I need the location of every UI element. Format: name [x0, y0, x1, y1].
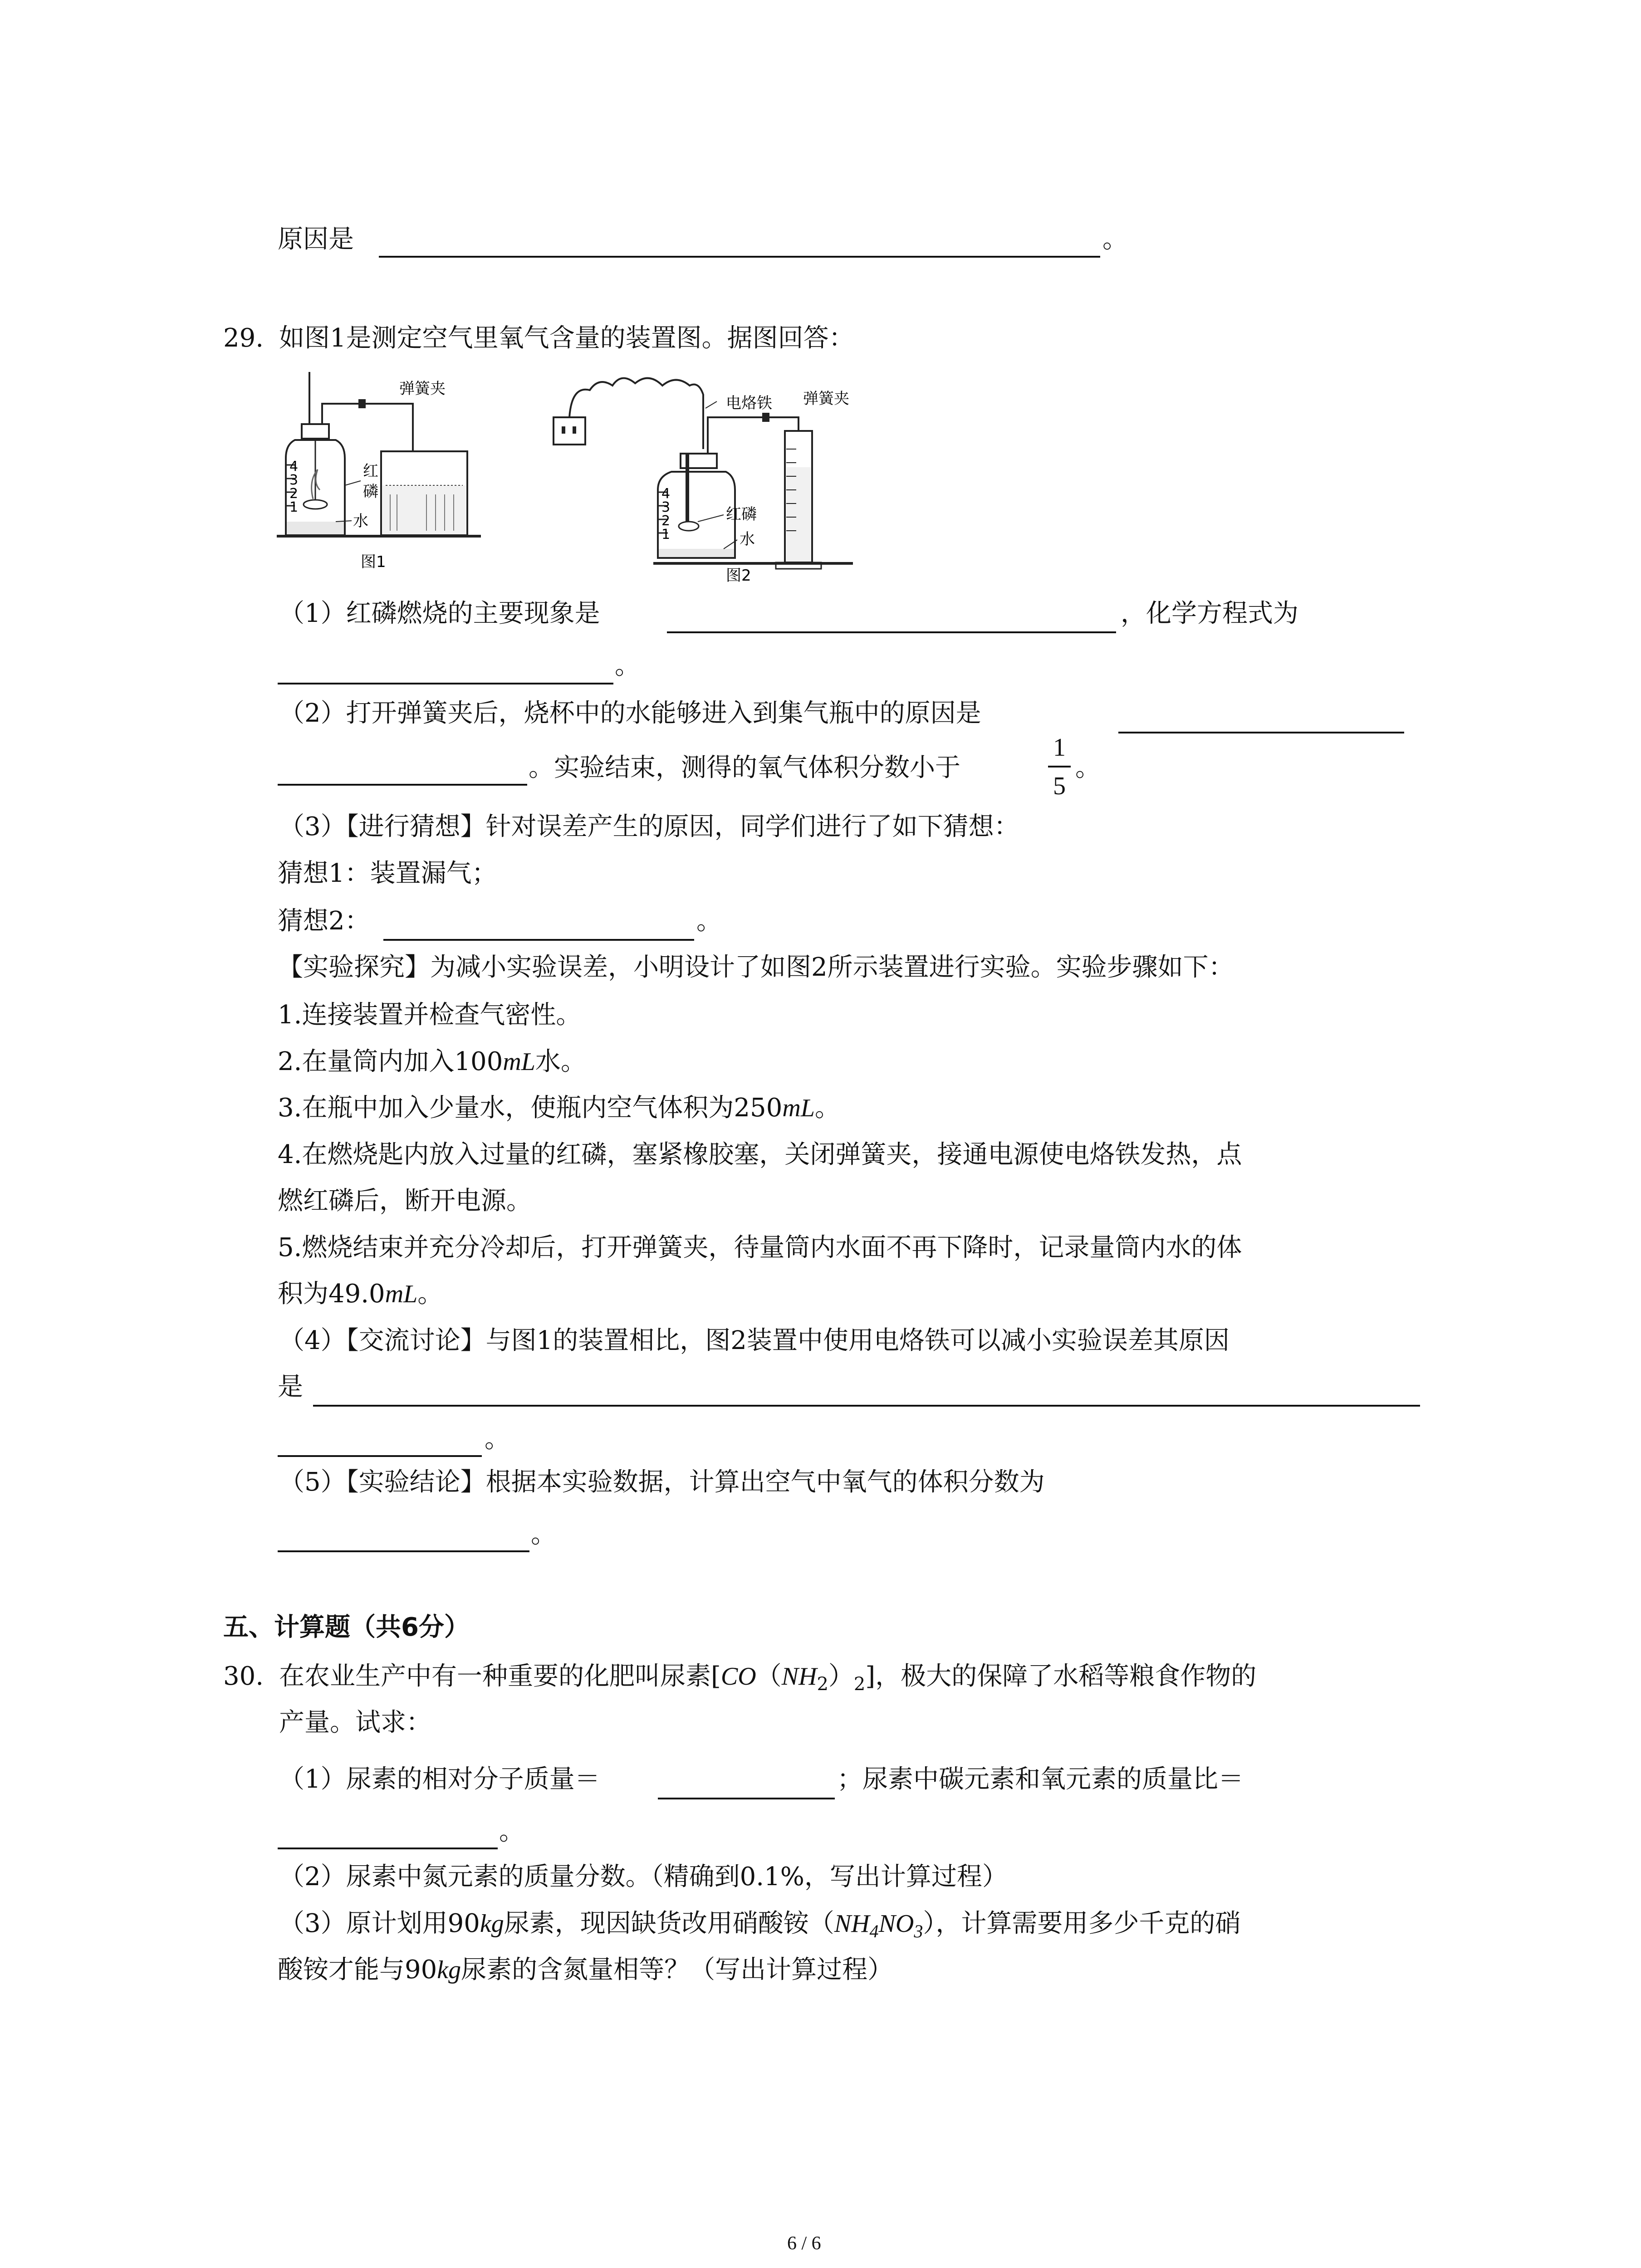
q29-guess1: 猜想1：装置漏气； [278, 859, 497, 888]
fig1-scale-1: 1 [289, 499, 299, 515]
fig2-scale-3: 3 [661, 499, 671, 515]
fig2-caption: 图2 [726, 567, 751, 585]
svg-text:磷: 磷 [363, 483, 378, 501]
q29-p2-reason-blank-a[interactable] [1118, 732, 1404, 733]
q29-p3-text: （3）【进行猜想】针对误差产生的原因，同学们进行了如下猜想： [279, 812, 1019, 841]
q28-reason-prefix: 原因是 [278, 225, 354, 254]
q29-guess2-end: 。 [696, 906, 722, 936]
fraction-denominator: 5 [1053, 772, 1066, 800]
fig2-phosphorus-label: 红磷 [726, 505, 757, 523]
q29-step1: 1.连接装置并检查气密性。 [278, 1000, 582, 1030]
q29-p1-equation-label: ，化学方程式为 [1121, 599, 1298, 628]
fig2-iron-label: 电烙铁 [726, 394, 772, 412]
q29-guess2-label: 猜想2： [278, 906, 370, 936]
q29-number: 29. [223, 323, 264, 353]
fig2-clamp-label: 弹簧夹 [803, 390, 849, 408]
fig1-scale-2: 2 [289, 486, 299, 502]
q30-line2: 产量。试求： [279, 1708, 431, 1737]
q28-answer-blank[interactable] [379, 256, 1100, 258]
q29-p5-text: （5）【实验结论】根据本实验数据，计算出空气中氧气的体积分数为 [279, 1467, 1045, 1497]
q29-p2-reason-blank-b[interactable] [278, 784, 527, 786]
q29-p1-text: （1）红磷燃烧的主要现象是 [279, 599, 600, 628]
figure-1-apparatus [277, 367, 481, 581]
q30-number: 30. [223, 1662, 264, 1691]
q28-end-mark: 。 [1102, 225, 1128, 254]
q29-guess2-blank[interactable] [383, 939, 694, 941]
q30-p2-text: （2）尿素中氮元素的质量分数。（精确到0.1%，写出计算过程） [279, 1862, 1008, 1892]
q29-p2-result: 。实验结束，测得的氧气体积分数小于 [529, 753, 960, 782]
q29-p4-end: 。 [485, 1424, 510, 1454]
fig1-caption: 图1 [361, 553, 386, 571]
q30-line1: 在农业生产中有一种重要的化肥叫尿素$[CO(NH_2)_2]$，极大的保障了水稻等粮食作物的 [279, 1662, 1257, 1695]
q29-p1-end: 。 [615, 651, 640, 680]
q29-step5-line1: 5.燃烧结束并充分冷却后，打开弹簧夹，待量筒内水面不再下降时，记录量筒内水的体 [278, 1233, 1242, 1262]
fraction-bar [1048, 766, 1071, 767]
q30-p1-mass-blank[interactable] [658, 1798, 835, 1799]
fig2-scale-1: 1 [661, 527, 671, 543]
q29-p1-equation-blank[interactable] [278, 683, 613, 684]
q29-explore: 【实验探究】为减小实验误差，小明设计了如图2所示装置进行实验。实验步骤如下： [278, 953, 1234, 982]
q29-stem: 如图1是测定空气里氧气含量的装置图。据图回答： [279, 323, 854, 353]
fraction-numerator: 1 [1053, 733, 1066, 762]
fig1-scale-3: 3 [289, 472, 299, 488]
section-5-title: 五、计算题（共6分） [223, 1613, 470, 1642]
q30-p3-line2: 酸铵才能与90kg尿素的含氮量相等？（写出计算过程） [278, 1955, 893, 1984]
fig1-water-label: 水 [353, 512, 368, 530]
q29-p4-blank-a[interactable] [313, 1405, 1420, 1407]
q29-step2: 2.在量筒内加入100mL水。 [278, 1047, 586, 1076]
q29-p4-line2: 是 [278, 1372, 303, 1402]
q29-step5-line2: 积为49.0mL。 [278, 1279, 443, 1309]
q30-p1-ratio-text: ；尿素中碳元素和氧元素的质量比＝ [837, 1765, 1244, 1794]
q29-p1-phenomenon-blank[interactable] [667, 631, 1116, 633]
q29-p4-blank-b[interactable] [278, 1455, 482, 1457]
fig2-scale-2: 2 [661, 513, 671, 529]
fig2-water-label: 水 [740, 530, 755, 548]
q30-p1-ratio-blank[interactable] [278, 1848, 498, 1849]
fig2-scale-4: 4 [661, 486, 671, 502]
q29-p2-end: 。 [1075, 753, 1101, 782]
q29-p5-blank[interactable] [278, 1550, 529, 1552]
page-number: 6 / 6 [787, 2233, 821, 2254]
q29-p4-line1: （4）【交流讨论】与图1的装置相比，图2装置中使用电烙铁可以减小实验误差其原因 [279, 1326, 1230, 1355]
q29-step4-line2: 燃红磷后，断开电源。 [278, 1186, 532, 1216]
fig1-phosphorus-label: 红 [363, 462, 378, 480]
q29-p2-text: （2）打开弹簧夹后，烧杯中的水能够进入到集气瓶中的原因是 [279, 699, 981, 728]
q30-p1-text: （1）尿素的相对分子质量＝ [279, 1765, 600, 1794]
q30-p3-line1: （3）原计划用90kg尿素，现因缺货改用硝酸铵$(NH_4NO_3)$，计算需要用多少千克的硝 [279, 1909, 1241, 1941]
q29-step4-line1: 4.在燃烧匙内放入过量的红磷，塞紧橡胶塞，关闭弹簧夹，接通电源使电烙铁发热，点 [278, 1140, 1242, 1169]
fig1-scale-4: 4 [289, 459, 299, 474]
figure-2-apparatus [544, 358, 862, 585]
fig1-clamp-label: 弹簧夹 [399, 380, 446, 398]
q29-step3: 3.在瓶中加入少量水，使瓶内空气体积为250mL。 [278, 1093, 840, 1123]
q29-p5-end: 。 [531, 1520, 556, 1549]
q30-p1-end: 。 [499, 1817, 524, 1846]
